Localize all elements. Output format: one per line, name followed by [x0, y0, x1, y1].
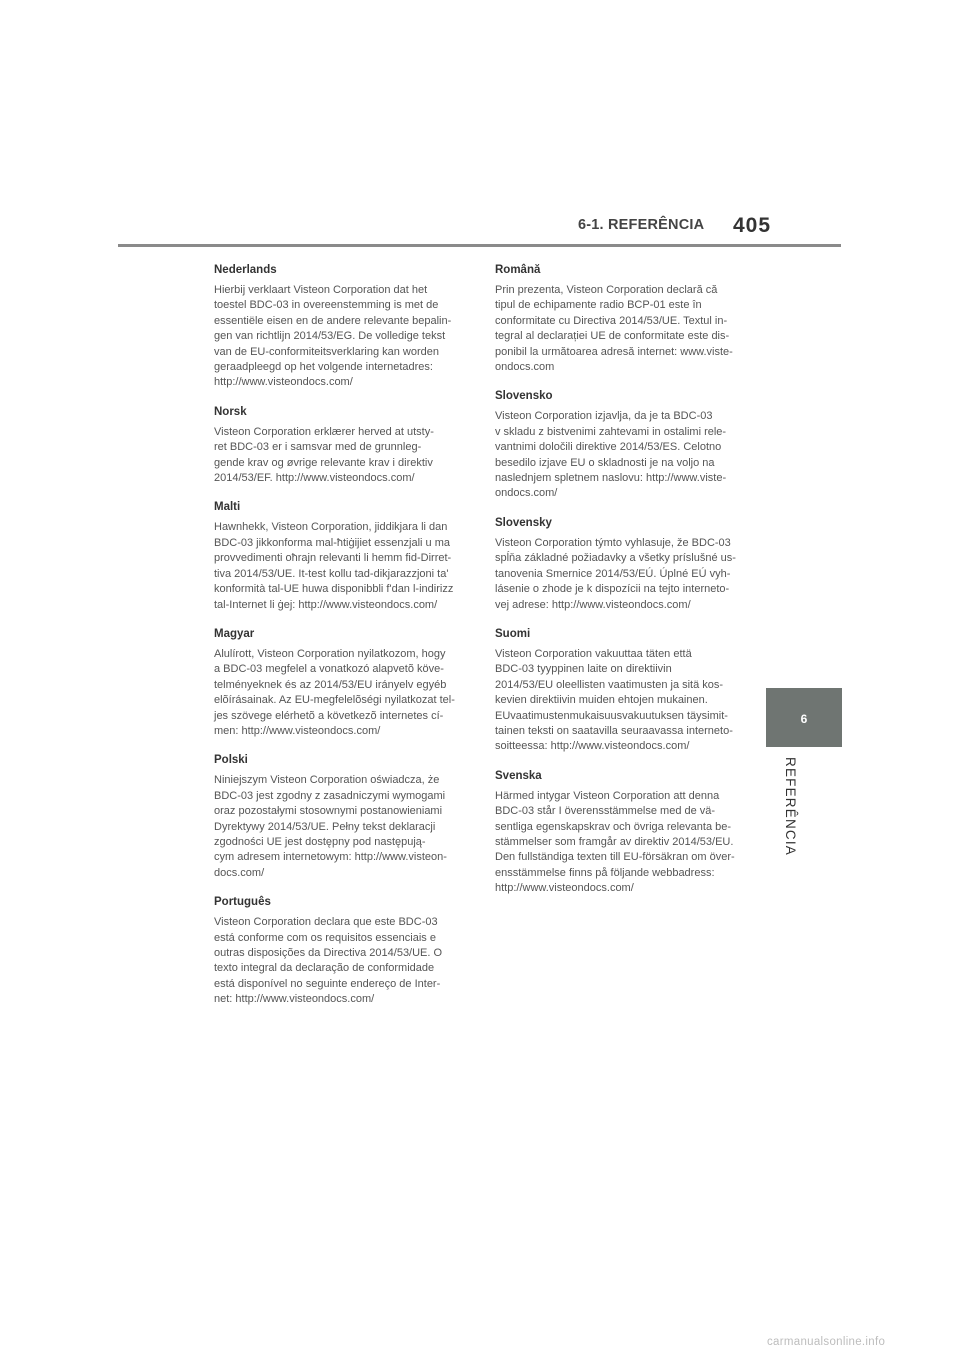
section-heading: Malti	[214, 501, 241, 514]
section-body: Härmed intygar Visteon Corporation att denna BDC-03 står I överensstämmelse med de vä- sentliga egenskapskrav och övriga relevanta be- stämmelser som framgår av direktiv 2014/53/EU. Den fullständiga texten till EU-försäkran om över- ensstämmelse finns på följande webbadress: http://www.visteondocs.com/	[495, 789, 735, 895]
section-heading: Polski	[214, 754, 248, 767]
page-number: 405	[733, 214, 772, 237]
section-body: Niniejszym Visteon Corporation oświadcza, że BDC-03 jest zgodny z zasadniczymi wymogami oraz pozostałymi stosownymi postanowieniami Dyrektywy 2014/53/UE. Pełny tekst deklaracji zgodności UE jest dostępny pod następują- cym adresem internetowym: http://www.visteon- docs.com/	[214, 774, 447, 879]
header-divider	[118, 244, 841, 247]
section-body: Hierbij verklaart Visteon Corporation dat het toestel BDC-03 in overeenstemming is met de essentiële eisen en de andere relevante bepalin- gen van richtlijn 2014/53/EG. De volledige tekst van de EU-conformiteitsverklaring kan worden geraadpleegd op het volgende internetadres: http://www.visteondocs.com/	[214, 284, 452, 389]
language-section-slovensky	[495, 516, 751, 613]
language-section-portugues	[214, 895, 470, 1007]
chapter-tab	[766, 688, 842, 747]
section-heading: Română	[495, 264, 541, 276]
right-column	[495, 263, 751, 911]
section-body: Hawnhekk, Visteon Corporation, jiddikjara li dan BDC-03 jikkonforma mal-ħtiġijiet essenzjali u ma provvedimenti oħrajn relevanti li hemm fid-Dirret- tiva 2014/53/UE. It-test kollu tad-dikjarazzjoni ta' konformità tal-UE huwa disponibbli f'dan l-indirizz tal-Internet li ġej: http://www.visteondocs.com/	[214, 521, 454, 611]
section-heading: Nederlands	[214, 264, 277, 276]
section-heading: Português	[214, 896, 271, 909]
section-heading: Suomi	[495, 627, 531, 640]
section-title: 6-1. REFERÊNCIA	[578, 217, 705, 233]
language-section-norsk	[214, 405, 470, 487]
section-body: Prin prezenta, Visteon Corporation declară că tipul de echipamente radio BCP-01 este în conformitate cu Directiva 2014/53/UE. Textul in- tegral al declarației UE de conformitate este dis- ponibil la următoarea adresă internet: www.viste- ondocs.com	[495, 284, 733, 374]
section-body: Visteon Corporation erklærer herved at utsty- ret BDC-03 er i samsvar med de grunnleg- gende krav og øvrige relevante krav i direktiv 2014/53/EF. http://www.visteondocs.com/	[214, 425, 434, 485]
section-heading: Slovensky	[495, 516, 552, 529]
chapter-label: REFERÊNCIA	[783, 757, 798, 857]
section-body: Visteon Corporation declara que este BDC-03 está conforme com os requisitos essenciais e outras disposições da Directiva 2014/53/UE. O texto integral da declaração de conformidade está disponível no seguinte endereço de Inter- net: http://www.visteondocs.com/	[214, 916, 443, 1006]
section-heading: Norsk	[214, 405, 247, 418]
language-section-polski	[214, 753, 470, 881]
chapter-number: 6	[800, 712, 808, 726]
language-section-svenska	[495, 769, 751, 897]
language-section-nederlands	[214, 263, 470, 391]
language-section-malti	[214, 500, 470, 612]
watermark: carmanualsonline.info	[767, 1336, 886, 1348]
language-section-slovensko	[495, 389, 751, 501]
language-section-romana	[495, 263, 751, 375]
section-body: Visteon Corporation týmto vyhlasuje, že BDC-03 spĺňa základné požiadavky a všetky príslušné us- tanovenia Smernice 2014/53/EÚ. Úplné EÚ vyh- lásenie o zhode je k dispozícii na tejto interneto- vej adrese: http://www.visteondocs.com/	[495, 536, 736, 611]
section-body: Alulírott, Visteon Corporation nyilatkozom, hogy a BDC-03 megfelel a vonatkozó alapvetõ köve- telményeknek és az 2014/53/EU irányelv egyéb elõírásainak. Az EU-megfelelõségi nyilatkozat tel- jes szövege elérhetõ a következõ internetes cí- men: http://www.visteondocs.com/	[214, 647, 455, 737]
section-heading: Svenska	[495, 769, 542, 782]
section-heading: Slovensko	[495, 390, 553, 403]
section-heading: Magyar	[214, 627, 255, 640]
section-body: Visteon Corporation vakuuttaa täten että BDC-03 tyyppinen laite on direktiivin 2014/53/EU oleellisten vaatimusten ja sitä kos- kevien direktiivin muiden ehtojen mukainen. EUvaatimustenmukaisuusvakuutuksen täysimit- tainen teksti on saatavilla seuraavassa interneto- soitteessa: http://www.visteondocs.com/	[495, 647, 733, 753]
section-body: Visteon Corporation izjavlja, da je ta BDC-03 v skladu z bistvenimi zahtevami in ostalimi rele- vantnimi določili direktive 2014/53/ES. Celotno besedilo izjave EU o skladnosti je na voljo na naslednjem spletnem naslovu: http://www.viste- ondocs.com/	[495, 410, 727, 500]
language-section-magyar	[214, 627, 470, 739]
left-column	[214, 263, 470, 1022]
language-section-suomi	[495, 627, 751, 755]
